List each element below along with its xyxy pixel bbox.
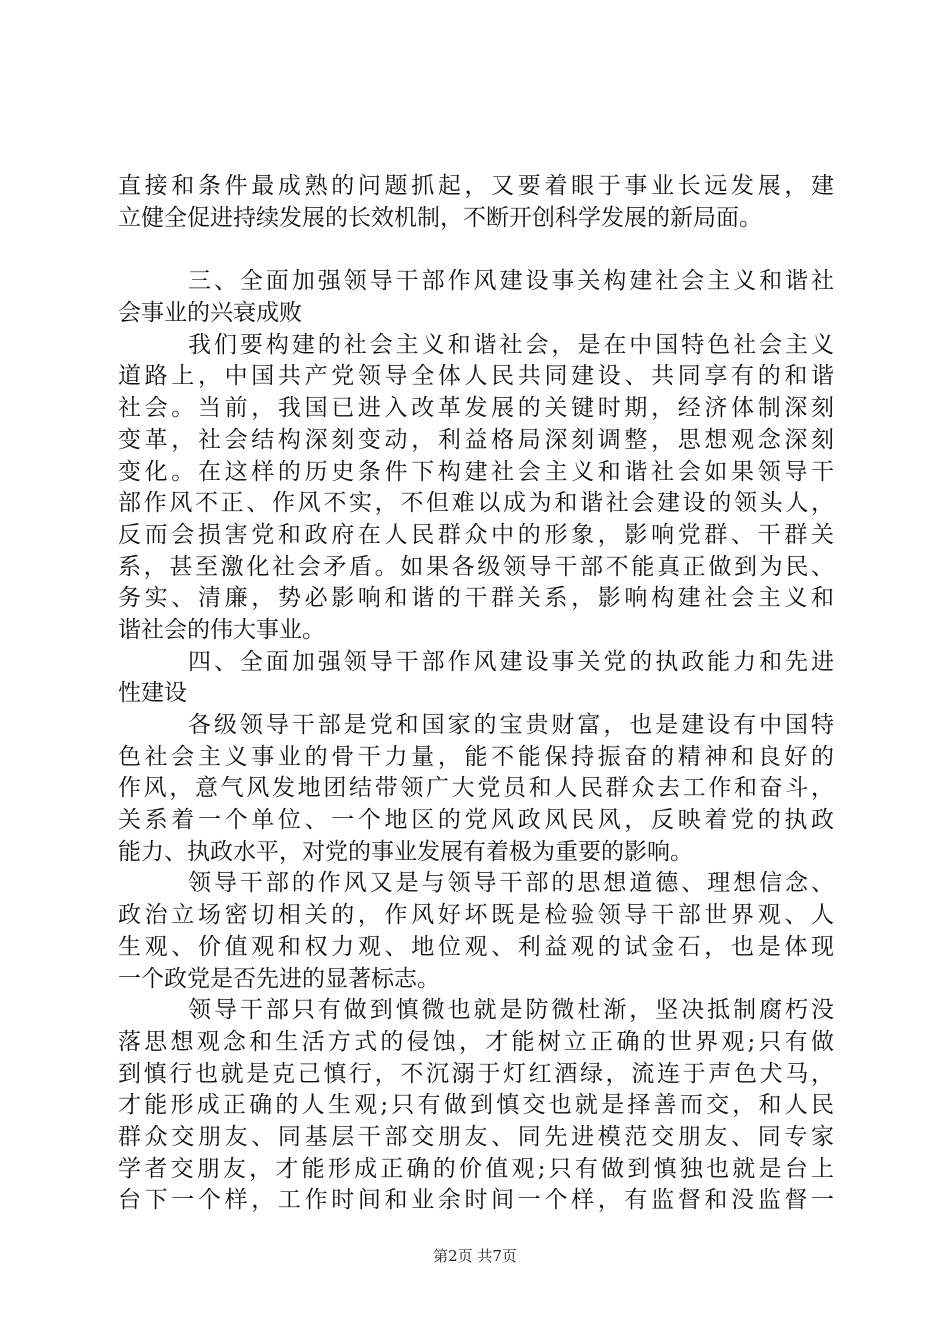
paragraph-3 bbox=[118, 330, 834, 647]
text-line: 各级领导干部是党和国家的宝贵财富，也是建设有中国特 bbox=[188, 712, 834, 738]
text-line: 谐社会的伟大事业。 bbox=[118, 616, 325, 643]
text-line: 变化。在这样的历史条件下构建社会主义和谐社会如果领导干 bbox=[118, 458, 834, 485]
text-line: 能力、执政水平，对党的事业发展有着极为重要的影响。 bbox=[118, 838, 693, 865]
text-line: 生观、价值观和权力观、地位观、利益观的试金石，也是体现 bbox=[118, 933, 834, 960]
text-line: 学者交朋友，才能形成正确的价值观;只有做到慎独也就是台上 bbox=[118, 1155, 834, 1182]
text-line: 道路上，中国共产党领导全体人民共同建设、共同享有的和谐 bbox=[118, 363, 834, 390]
heading-line: 会事业的兴衰成败 bbox=[118, 300, 302, 327]
paragraph-4b bbox=[118, 868, 834, 995]
text-line: 政治立场密切相关的，作风好坏既是检验领导干部世界观、人 bbox=[118, 902, 834, 929]
heading-line: 四、全面加强领导干部作风建设事关党的执政能力和先进 bbox=[188, 648, 834, 675]
document-body bbox=[118, 171, 834, 1217]
text-line: 直接和条件最成熟的问题抓起，又要着眼于事业长远发展，建 bbox=[118, 173, 834, 199]
text-line: 系，甚至激化社会矛盾。如果各级领导干部不能真正做到为民、 bbox=[118, 553, 834, 580]
text-line: 反而会损害党和政府在人民群众中的形象，影响党群、干群关 bbox=[118, 521, 834, 548]
text-line: 色社会主义事业的骨干力量，能不能保持振奋的精神和良好的 bbox=[118, 743, 834, 770]
heading-line: 性建设 bbox=[118, 680, 187, 707]
intro-paragraph bbox=[118, 171, 834, 234]
paragraph-gap bbox=[118, 234, 834, 266]
text-line: 领导干部的作风又是与领导干部的思想道德、理想信念、 bbox=[188, 870, 834, 897]
section-heading-4 bbox=[118, 647, 834, 710]
text-line: 关系着一个单位、一个地区的党风政风民风，反映着党的执政 bbox=[118, 807, 834, 834]
text-line: 作风，意气风发地团结带领广大党员和人民群众去工作和奋斗， bbox=[118, 775, 834, 802]
paragraph-4a bbox=[118, 710, 834, 868]
text-line: 变革，社会结构深刻变动，利益格局深刻调整，思想观念深刻 bbox=[118, 426, 834, 453]
paragraph-4c bbox=[118, 995, 834, 1217]
text-line: 领导干部只有做到慎微也就是防微杜渐，坚决抵制腐朽没 bbox=[188, 997, 834, 1024]
text-line: 到慎行也就是克己慎行，不沉溺于灯红酒绿，流连于声色犬马， bbox=[118, 1060, 834, 1087]
page-footer: 第2页 共7页 bbox=[433, 1247, 517, 1265]
text-line: 我们要构建的社会主义和谐社会，是在中国特色社会主义 bbox=[188, 331, 834, 358]
heading-line: 三、全面加强领导干部作风建设事关构建社会主义和谐社 bbox=[188, 268, 834, 295]
text-line: 一个政党是否先进的显著标志。 bbox=[118, 965, 440, 992]
text-line: 社会。当前，我国已进入改革发展的关键时期，经济体制深刻 bbox=[118, 395, 834, 422]
text-line: 立健全促进持续发展的长效机制，不断开创科学发展的新局面。 bbox=[118, 204, 762, 231]
section-heading-3 bbox=[118, 266, 834, 329]
text-line: 台下一个样，工作时间和业余时间一个样，有监督和没监督一 bbox=[118, 1187, 834, 1214]
text-line: 部作风不正、作风不实，不但难以成为和谐社会建设的领头人， bbox=[118, 490, 834, 517]
text-line: 群众交朋友、同基层干部交朋友、同先进模范交朋友、同专家 bbox=[118, 1123, 834, 1150]
text-line: 务实、清廉，势必影响和谐的干群关系，影响构建社会主义和 bbox=[118, 585, 834, 612]
text-line: 才能形成正确的人生观;只有做到慎交也就是择善而交，和人民 bbox=[118, 1092, 834, 1119]
text-line: 落思想观念和生活方式的侵蚀，才能树立正确的世界观;只有做 bbox=[118, 1028, 834, 1055]
